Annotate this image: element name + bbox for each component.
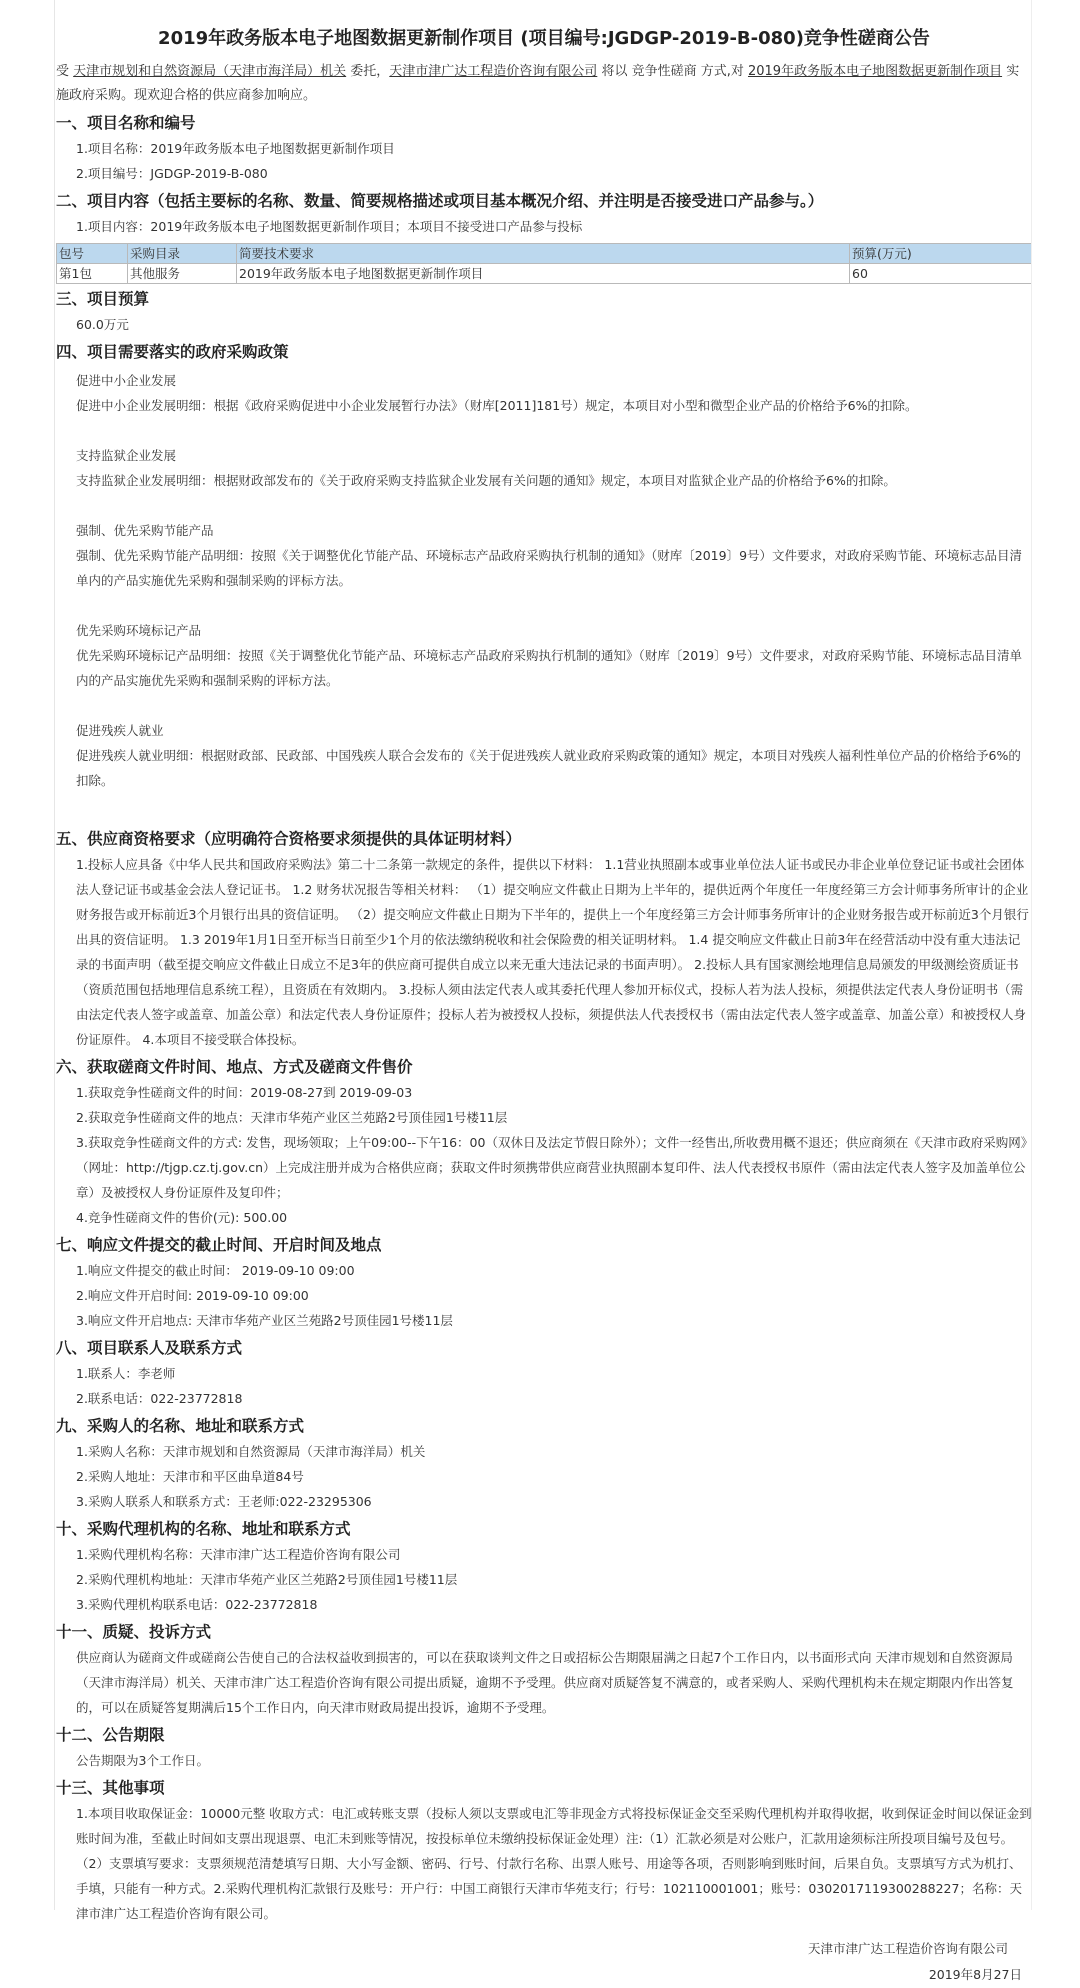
opening-time-line: 2.响应文件开启时间: 2019-09-10 09:00 [76,1288,309,1303]
document-time-line: 1.获取竞争性磋商文件的时间：2019-08-27到 2019-09-03 [76,1085,413,1100]
section-heading-8: 八、项目联系人及联系方式 [56,1339,243,1357]
table-cell: 其他服务 [128,264,237,284]
purchaser-contact-line: 3.采购人联系人和联系方式：王老师:022-23295306 [76,1494,372,1509]
section-heading-1: 一、项目名称和编号 [56,114,196,132]
policy-detail: 促进中小企业发展明细：根据《政府采购促进中小企业发展暂行办法》（财库[2011]181号）规定，本项目对小型和微型企业产品的价格给予6%的扣除。 [76,398,918,413]
deadline-line: 1.响应文件提交的截止时间： 2019-09-10 09:00 [76,1263,355,1278]
policy-title: 优先采购环境标记产品 [76,623,202,638]
opening-place-line: 3.响应文件开启地点: 天津市华苑产业区兰苑路2号顶佳园1号楼11层 [76,1313,453,1328]
other-matters-text: 1.本项目收取保证金：10000元整 收取方式：电汇或转账支票（投标人须以支票或电汇等非现金方式将投标保证金交至采购代理机构并取得收据，收到保证金时间以保证金到账时间为准，至截止时间如支票出现退票、电汇未到账等情况，按投标单位未缴纳投标保证金处理）注:（1）汇款必须是对公账户，汇款用途须标注所投项目编号及包号。 （2）支票填写要求：支票须规范清楚填写日期、大小写金额、密码、行号、付款行名称、出票人账号、用途等各项，否则影响到账时间，后果自负。支票填写方式为机打、手填，只能有一种方式。2.采购代理机构汇款银行及账号：开户行：中国工商银行天津市华苑支行；行号：102110001001；账号：0302017119300288227；名称：天津市津广达工程造价咨询有限公司。 [76,1806,1032,1921]
document-method-line: 3.获取竞争性磋商文件的方式: 发售，现场领取；上午09:00--下午16：00（双休日及法定节假日除外）；文件一经售出,所收费用概不退还；供应商须在《天津市政府采购网》（网址：http://tjgp.cz.tj.gov.cn）上完成注册并成为合格供应商；获取文件时须携带供应商营业执照副本复印件、法人代表授权书原件（需由法定代表人签字及加盖单位公章）及被授权人身份证原件及复印件； [76,1135,1027,1200]
section-heading-11: 十一、质疑、投诉方式 [56,1623,212,1641]
agency-address-line: 2.采购代理机构地址：天津市华苑产业区兰苑路2号顶佳园1号楼11层 [76,1572,458,1587]
document-place-line: 2.获取竞争性磋商文件的地点：天津市华苑产业区兰苑路2号顶佳园1号楼11层 [76,1110,508,1125]
complaint-text: 供应商认为磋商文件或磋商公告使自己的合法权益收到损害的，可以在获取谈判文件之日或招标公告期限届满之日起7个工作日内，以书面形式向 天津市规划和自然资源局（天津市海洋局）机关、天津市津广达工程造价咨询有限公司提出质疑，逾期不予受理。供应商对质疑答复不满意的，或者采购人、采购代理机构未在规定期限内作出答复的，可以在质疑答复期满后15个工作日内，向天津市财政局提出投诉，逾期不予受理。 [76,1650,1014,1715]
table-header: 包号 [57,244,128,264]
contact-person-line: 1.联系人：李老师 [76,1366,176,1381]
purchaser-name: 天津市规划和自然资源局（天津市海洋局）机关 [73,64,347,79]
project-number-line: 2.项目编号：JGDGP-2019-B-080 [76,166,268,181]
intro-paragraph: 受 天津市规划和自然资源局（天津市海洋局）机关 委托，天津市津广达工程造价咨询有限公司 将以 竞争性磋商 方式,对 2019年政务版本电子地图数据更新制作项目 实施政府采购。现欢迎合格的供应商参加响应。 [56,64,1020,103]
signature-date: 2019年8月27日 [928,1967,1022,1982]
purchaser-address-line: 2.采购人地址：天津市和平区曲阜道84号 [76,1469,304,1484]
contact-phone-line: 2.联系电话：022-23772818 [76,1391,243,1406]
section-heading-4: 四、项目需要落实的政府采购政策 [56,343,289,361]
agency-name-line: 1.采购代理机构名称：天津市津广达工程造价咨询有限公司 [76,1547,401,1562]
section-heading-2: 二、项目内容（包括主要标的名称、数量、简要规格描述或项目基本概况介绍、并注明是否接受进口产品参与。） [56,192,824,210]
purchaser-name-line: 1.采购人名称：天津市规划和自然资源局（天津市海洋局）机关 [76,1444,426,1459]
qualification-text: 1.投标人应具备《中华人民共和国政府采购法》第二十二条第一款规定的条件，提供以下材料： 1.1营业执照副本或事业单位法人证书或民办非企业单位登记证书或社会团体法人登记证书或基金会法人登记证书。 1.2 财务状况报告等相关材料： （1）提交响应文件截止日期为上半年的，提供近两个年度任一年度经第三方会计师事务所审计的企业财务报告或开标前近3个月银行出具的资信证明。 （2）提交响应文件截止日期为下半年的，提供上一个年度经第三方会计师事务所审计的企业财务报告或开标前近3个月银行出具的资信证明。 1.3 2019年1月1日至开标当日前至少1个月的依法缴纳税收和社会保险费的相关证明材料。 1.4 提交响应文件截止日前3年在经营活动中没有重大违法记录的书面声明（截至提交响应文件截止日成立不足3年的供应商可提供自成立以来无重大违法记录的书面声明）。 2.投标人具有国家测绘地理信息局颁发的甲级测绘资质证书（资质范围包括地理信息系统工程），且资质在有效期内。 3.投标人须由法定代表人或其委托代理人参加开标仪式，投标人若为法人投标，须提供法定代表人身份证明书（需由法定代表人签字或盖章、加盖公章）和法定代表人身份证原件；投标人若为被授权人投标，须提供法人代表授权书（需由法定代表人签字或盖章、加盖公章）和被授权人身份证原件。 4.本项目不接受联合体投标。 [76,857,1029,1047]
section-heading-5: 五、供应商资格要求（应明确符合资格要求须提供的具体证明材料） [56,830,522,848]
left-border [54,0,55,1910]
section-heading-6: 六、获取磋商文件时间、地点、方式及磋商文件售价 [56,1058,413,1076]
policy-detail: 优先采购环境标记产品明细：按照《关于调整优化节能产品、环境标志产品政府采购执行机制的通知》（财库〔2019〕9号）文件要求，对政府采购节能、环境标志品目清单内的产品实施优先采购和强制采购的评标方法。 [76,648,1023,688]
project-name-line: 1.项目名称：2019年政务版本电子地图数据更新制作项目 [76,141,395,156]
policy-detail: 促进残疾人就业明细：根据财政部、民政部、中国残疾人联合会发布的《关于促进残疾人就业政府采购政策的通知》规定，本项目对残疾人福利性单位产品的价格给予6%的扣除。 [76,748,1021,788]
policy-title: 支持监狱企业发展 [76,448,177,463]
section-heading-9: 九、采购人的名称、地址和联系方式 [56,1417,305,1435]
table-row [57,264,1032,284]
table-header: 预算(万元) [850,244,1032,264]
table-cell: 2019年政务版本电子地图数据更新制作项目 [237,264,850,284]
table-cell: 60 [850,264,1032,284]
section-heading-3: 三、项目预算 [56,290,150,308]
table-header: 采购目录 [128,244,237,264]
page-title: 2019年政务版本电子地图数据更新制作项目 (项目编号:JGDGP-2019-B-080)竞争性磋商公告 [158,28,930,49]
section-heading-7: 七、响应文件提交的截止时间、开启时间及地点 [56,1236,382,1254]
agency-phone-line: 3.采购代理机构联系电话：022-23772818 [76,1597,318,1612]
budget-line: 60.0万元 [76,317,129,332]
section-heading-10: 十、采购代理机构的名称、地址和联系方式 [56,1520,351,1538]
table-header-row [57,244,1032,264]
section-heading-13: 十三、其他事项 [56,1779,165,1797]
policy-title: 促进中小企业发展 [76,373,177,388]
notice-period-line: 公告期限为3个工作日。 [76,1753,209,1768]
agency-name: 天津市津广达工程造价咨询有限公司 [389,64,598,79]
right-border [1031,0,1032,1910]
section-heading-12: 十二、公告期限 [56,1726,165,1744]
document-price-line: 4.竞争性磋商文件的售价(元): 500.00 [76,1210,288,1225]
policy-detail: 强制、优先采购节能产品明细：按照《关于调整优化节能产品、环境标志产品政府采购执行机制的通知》（财库〔2019〕9号）文件要求，对政府采购节能、环境标志品目清单内的产品实施优先采购和强制采购的评标方法。 [76,548,1023,588]
table-cell: 第1包 [57,264,128,284]
signature-company: 天津市津广达工程造价咨询有限公司 [807,1941,1008,1956]
policy-title: 强制、优先采购节能产品 [76,523,214,538]
policy-title: 促进残疾人就业 [76,723,164,738]
project-content-line: 1.项目内容：2019年政务版本电子地图数据更新制作项目；本项目不接受进口产品参与投标 [76,219,583,234]
table-header: 简要技术要求 [237,244,850,264]
project-name: 2019年政务版本电子地图数据更新制作项目 [747,64,1003,79]
policy-detail: 支持监狱企业发展明细：根据财政部发布的《关于政府采购支持监狱企业发展有关问题的通知》规定，本项目对监狱企业产品的价格给予6%的扣除。 [76,473,896,488]
package-table [56,243,1032,284]
